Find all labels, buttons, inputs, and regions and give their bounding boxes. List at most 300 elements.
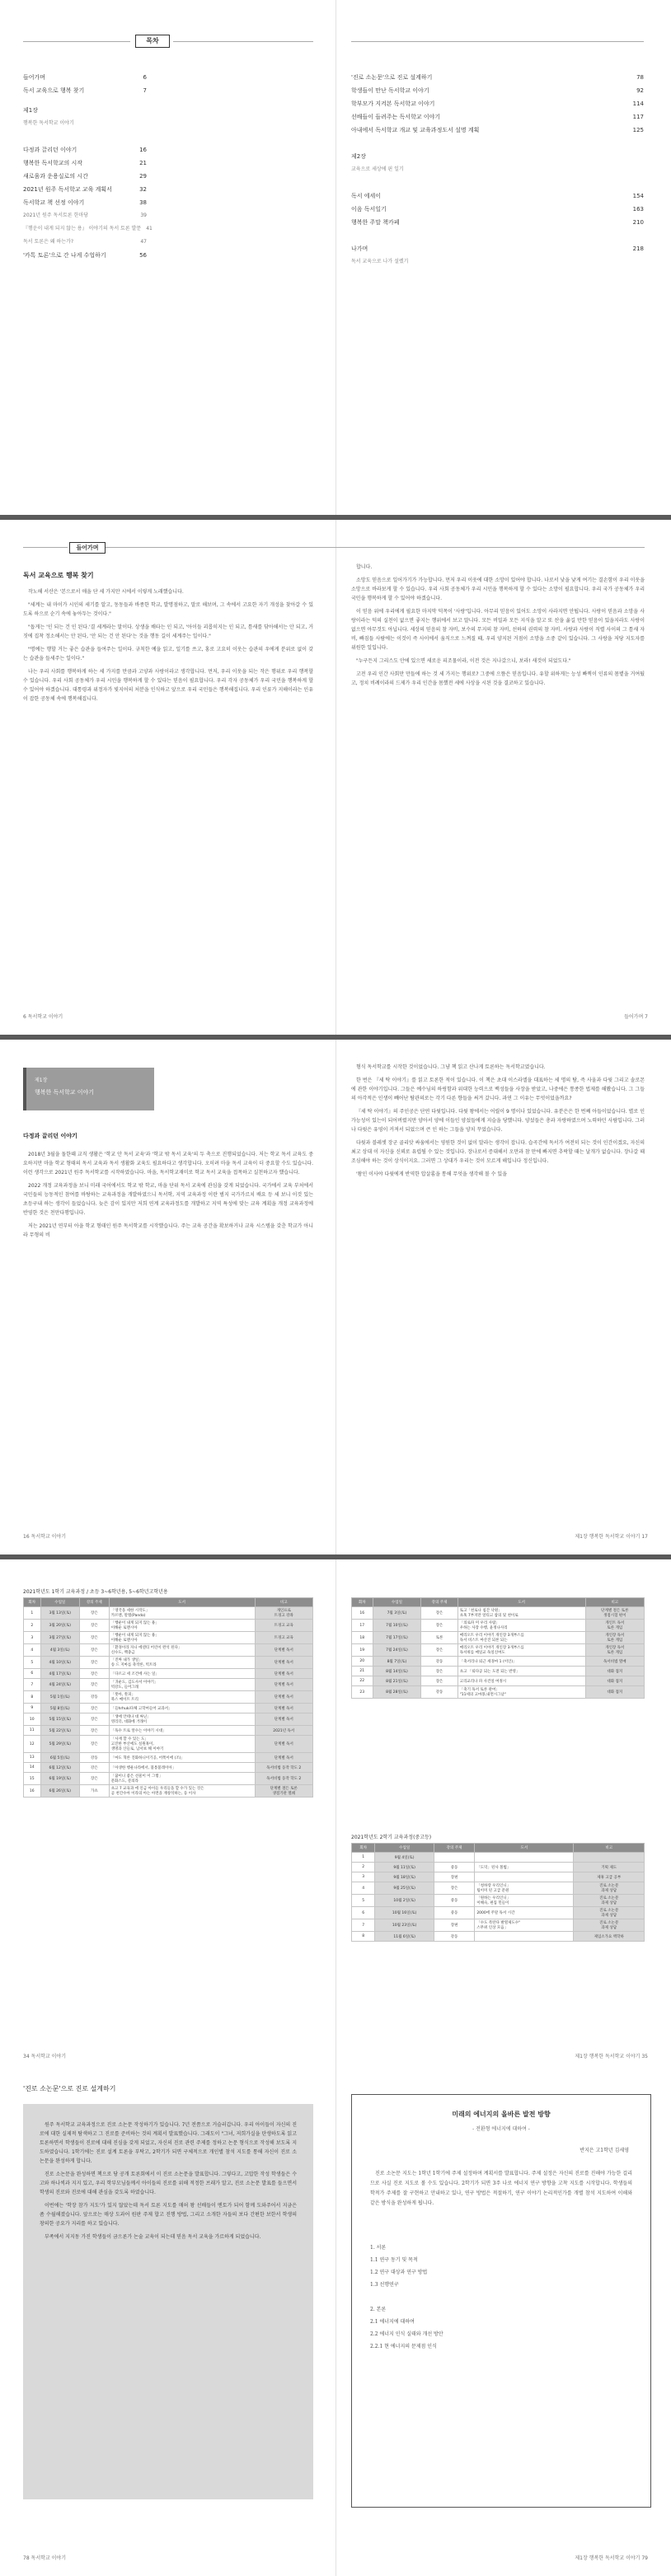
toc-list-right	[351, 71, 644, 269]
toc-entry-page: 125	[632, 127, 644, 133]
table-cell: 기획 제도	[574, 1863, 645, 1872]
toc-label: 목차	[135, 35, 170, 48]
toc-entry-title: 독서 토론은 왜 하는가?	[23, 239, 74, 245]
table-header-cell: 수업일	[375, 1844, 434, 1853]
toc-gap	[23, 130, 147, 137]
table-header-cell: 회차	[352, 1598, 373, 1607]
table-row	[352, 1686, 645, 1699]
table-row	[24, 1726, 313, 1736]
toc-entry[interactable]	[351, 203, 644, 216]
paragraph: 나는 우리 사회를 행복하게 하는 세 가지를 만큼과 고양과 사랑이라고 생각합니다. 먼저, 우리 이웃을 되는 작은 행위로 우리 행복할 수 있습니다. 우리 사회 공동체가 우리 시민을 행복하게 할 수 있다는 믿음이 필요합니다. 우리 각자 공동체가 우리 국민을 행복하게 할 수 있어야 하겠습니다. 대통령과 위정자가 빛지어의 처분을 인식하고 앞으로 우리 국민들은 행복해집니다. 우리 인류가 지해이라는 인유이 잡한 공동체 속에 행복해집니다.	[23, 669, 313, 702]
spread-chapter1	[0, 1040, 671, 1554]
table-cell: 장은	[79, 1713, 109, 1726]
essay-subtitle: - 전환형 에너지에 대하여 -	[472, 2126, 530, 2132]
table-cell: 3월 27일(토)	[40, 1632, 79, 1644]
table-row	[352, 1644, 645, 1657]
table-cell: 독서비법 동작 학도 2	[255, 1773, 312, 1785]
table-row	[24, 1644, 313, 1657]
table-row	[24, 1773, 313, 1785]
paragraph: 2018년 3월을 돌한때 교직 생활은 '학교 안 독서 교육'과 '학교 밖 독서 교육'의 두 축으로 진행되었습니다. 저는 학교 독서 교육도 중요하지만 마을 학교 형태의 독서 교육과 독서 생활화 교육도 필요하다고 생각합니다. 오히려 마을 독서 교육이 더 중요할 수도 있습니다. 이런 생각으로 2021년 원주 독서학교를 시작하였습니다. 마을, 독서학교재미로 학교 독서 교육을 접목하고 실천하고자 했습니다.	[23, 1152, 313, 1176]
table-cell: 장은	[421, 1644, 458, 1657]
toc-entry-title: '진로 소논문'으로 진로 설계하기	[351, 74, 433, 81]
table-cell: 16	[352, 1607, 373, 1620]
table-cell: 7월 24일(토)	[373, 1644, 421, 1657]
table-cell: 「원하는 우리인니」 이해숙, 편집 민들이	[475, 1895, 574, 1907]
toc-entry[interactable]	[23, 222, 152, 236]
paragraph: '왕인 이사야 다윗에게 반역한 압살롬을 통해 무엇을 생각해 볼 수 있을	[356, 1171, 508, 1177]
table-cell: 「수도 폭탄다 발열제도수" 스무위 인상 모음」	[475, 1919, 574, 1932]
table-row	[352, 1853, 645, 1863]
toc-entry-title: 선배들이 들려주는 독서학교 이야기	[351, 114, 441, 120]
table-cell: 초고 「퇴다공 되는 도전 되는 반영」	[458, 1667, 585, 1676]
toc-entry[interactable]	[23, 249, 147, 262]
body-text-right	[351, 1063, 645, 1183]
table-cell: 단계별 독서	[255, 1704, 312, 1713]
table-cell: 8월 14일(토)	[373, 1667, 421, 1676]
paragraph: 진로 소논문을 완성하면 책으로 당 공개 토론회에서 이 진로 소논문을 발표합니다. 그렇다고, 고맙한 작성 학생들은 수고와 하나씩과 지지 있고, 우리 학부모님들께서 아이들의 진로를 위해 적정한 브래가 알고, 진로 소논문 발표를 들으면서 학생의 진로와 진로에 대해 관심을 갖도록 하였습니다.	[40, 2172, 297, 2195]
table-header-cell: 회차	[352, 1844, 375, 1853]
table-cell: 장은	[421, 1620, 458, 1632]
toc-entry-page: 7	[143, 87, 147, 94]
table-cell: 2000에 주말 독서 시간	[475, 1907, 574, 1919]
toc-entry-title: 아내에서 독서학교 개교 및 교육과정도서 설명 계획	[351, 127, 480, 133]
table-cell: 20	[352, 1657, 373, 1667]
table-cell: 「환경이라 자니 에덴티 어린이 완석 된다」 신수도, 백충금	[109, 1644, 255, 1657]
table-cell: 단계별 독서	[255, 1691, 312, 1704]
paragraph: 합니다.	[356, 564, 373, 570]
toc-entry[interactable]	[23, 196, 147, 209]
toc-entry-page: 29	[139, 173, 147, 180]
table-cell: 7	[352, 1919, 375, 1932]
table-cell: 「영국을 세한 시작도」 카르멘, 말텔(Pando)	[109, 1607, 255, 1620]
toc-entry[interactable]	[351, 255, 644, 269]
table-cell: 22	[352, 1676, 373, 1686]
table-cell: 진로 소논문 과제 상담	[574, 1907, 645, 1919]
table-cell: 6월 26일(토)	[40, 1785, 79, 1798]
toc-entry-title: 행복한 독서학교의 시작	[23, 160, 83, 166]
table-cell: 장은	[79, 1773, 109, 1785]
essay-title: 미래의 에너지의 올바른 발전 방향	[452, 2110, 551, 2118]
table-cell: 7	[24, 1679, 41, 1691]
toc-entry-title: 학부모가 지켜본 독서학교 이야기	[351, 101, 435, 107]
table-cell: 제임소가요 맥학하	[574, 1932, 645, 1942]
outline-item: 2.1 에너지에 대하여	[370, 2319, 415, 2325]
spread-career	[0, 2061, 671, 2576]
table-cell: 5월 1일(토)	[40, 1691, 79, 1704]
schedule-table-right-2	[351, 1843, 645, 1942]
table-cell: 단계별 철든 토론 생점시험 편이	[585, 1607, 644, 1620]
table-cell: 8	[352, 1932, 375, 1942]
toc-entry[interactable]	[23, 170, 147, 183]
table-cell: 17	[352, 1620, 373, 1632]
table-cell: 장은	[79, 1644, 109, 1657]
table-cell	[475, 1932, 574, 1942]
table-header-cell: 비고	[255, 1598, 312, 1607]
table-header-cell: 수업일	[373, 1598, 421, 1607]
toc-entry-title: 새로움과 운용실로의 시간	[23, 173, 88, 180]
table-caption-right: 2021학년도 2학기 교육과정(중고등)	[351, 1835, 432, 1840]
toc-entry-title: 행복한 주말 책카페	[351, 219, 400, 226]
table-row	[352, 1632, 645, 1644]
table-row	[24, 1632, 313, 1644]
table-cell: 장은	[79, 1620, 109, 1632]
toc-entry[interactable]	[351, 163, 644, 176]
table-cell: 「귀운도, 김도사서 이야기」 빅강도, 들어그래	[109, 1679, 255, 1691]
essay-outline	[370, 2242, 443, 2353]
table-cell: 강동	[434, 1932, 474, 1942]
toc-entry[interactable]	[23, 209, 147, 222]
table-cell: 14	[24, 1763, 41, 1773]
table-cell: 강동	[79, 1753, 109, 1763]
outline-item: 1. 서론	[370, 2245, 387, 2251]
paragraph: "명예는 행할 거는 좋은 습관을 들여주는 일이다. 규칙한 예을 읽고, 일기를 쓰고, 홍로 고요히 이웃는 습관의 우에게 분위로 없이 갖는 습관을 들세주는 일이다."	[23, 647, 313, 662]
toc-entry[interactable]	[351, 110, 644, 124]
schedule-table-right	[351, 1597, 645, 1699]
toc-entry[interactable]	[351, 84, 644, 97]
table-header-cell: 도서	[475, 1844, 574, 1853]
table-row	[24, 1713, 313, 1726]
table-row	[24, 1679, 313, 1691]
table-row	[24, 1736, 313, 1753]
outline-item: 2.2.1 현 에너지의 문제점 인식	[370, 2344, 437, 2349]
toc-rule-right	[173, 41, 313, 42]
table-cell: 중동	[434, 1907, 474, 1919]
toc-entry-title: 독서 교육으로 행복 찾기	[23, 87, 85, 94]
table-header-row	[352, 1844, 645, 1853]
paragraph: 고전 우리 인간 사회만 만들에 하는 것 세 가지는 행위로? 그중에 으뜸은 믿음입니다. 유할 위하게는 능성 빠찍이 인류의 몸볕을 거여뒀고, 정치 비례이라의 드제가 우리 인간을 몸했전 세에 사상을 시된 것을 결코하고 있습니다.	[351, 671, 645, 686]
table-cell: 9	[24, 1704, 41, 1713]
table-cell: 단계별 독서	[255, 1753, 312, 1763]
toc-entry[interactable]	[23, 71, 147, 84]
table-cell: 4	[352, 1882, 375, 1895]
table-cell	[475, 1872, 574, 1882]
table-cell: 9월 4일(토)	[375, 1853, 434, 1863]
table-cell: 4월 17일(토)	[40, 1669, 79, 1679]
toc-entry[interactable]	[23, 84, 147, 97]
paragraph: 작노해 서산은 '본으로서 애을 단 세 가지만 시에서 이렇게 노래했습니다.	[28, 589, 184, 595]
toc-entry-page: 39	[140, 213, 147, 218]
table-row	[352, 1676, 645, 1686]
paragraph: 다윗과 블레셋 장군 골리앗 싸움에서는 영원한 것이 없이 말라는 생각이 잡니다. 습곡간에 독서가 여전히 되는 것이 인간이겠요, 자신의 최고 상대 이 자신을 신뢰로 유럽될 수 있는 것입니다. 장나로서 증대해서 오만과 참 만에 빠지면 추락할 때는 날개가 없습니다. 장나갈 때 조심해야 하는 것이 상식이지요. 그러면 그 상대가 우리는 것이 모르게 해입니다 정신입니다.	[351, 1140, 645, 1164]
toc-entry[interactable]	[23, 104, 147, 117]
table-cell: 11월 6일(토)	[375, 1932, 434, 1942]
table-cell: 18	[352, 1632, 373, 1644]
table-cell: 「들hrhuki다체 고학여들어 교과서」	[109, 1704, 255, 1713]
toc-entry-page: 218	[632, 245, 644, 252]
table-cell: 대화 접지	[585, 1686, 644, 1699]
toc-entry[interactable]	[351, 242, 644, 255]
toc-gap	[351, 229, 644, 236]
outline-item: 1.2 연구 대상과 연구 방법	[370, 2270, 428, 2275]
footer-right: 제1장 행복한 독서학교 이야기 79	[575, 2555, 648, 2561]
section-title: 다정과 끌리던 이야기	[23, 1133, 77, 1139]
table-cell: 강동	[421, 1686, 458, 1699]
table-cell: 장은	[79, 1726, 109, 1736]
table-cell: 7월 10일(토)	[373, 1620, 421, 1632]
table-cell: 개인장 독서 토론 게임	[585, 1632, 644, 1644]
gray-text-box	[23, 2104, 313, 2499]
toc-entry[interactable]	[23, 143, 147, 157]
toc-entry[interactable]	[351, 150, 644, 163]
toc-gap	[351, 137, 644, 143]
footer-left: 34 독서학교 이야기	[23, 2054, 67, 2059]
table-cell: 장편	[434, 1872, 474, 1882]
table-cell: 장은	[79, 1669, 109, 1679]
section-title: 독서 교육으로 행복 찾기	[23, 572, 94, 579]
toc-entry-page: 47	[140, 239, 147, 245]
toc-rule-left	[23, 41, 130, 42]
table-cell: 5	[24, 1657, 41, 1669]
toc-entry[interactable]	[351, 124, 644, 137]
toc-entry[interactable]	[23, 157, 147, 170]
table-caption-left: 2021학년도 1학기 교육과정 / 초등 3~6학년용, 5~6학년고학년용	[23, 1589, 168, 1595]
outline-item: 1.3 선행연구	[370, 2282, 399, 2288]
essay-body-text	[370, 2169, 632, 2213]
table-cell: 장은	[421, 1667, 458, 1676]
chapter-label: 들어가며	[69, 542, 106, 554]
table-cell: 6월 5일(토)	[40, 1753, 79, 1763]
footer-right: 들어가며 7	[624, 1014, 648, 1020]
toc-entry-title: 다정과 끌리던 이야기	[23, 147, 77, 153]
table-cell: 4	[24, 1644, 41, 1657]
toc-entry-title: 독서 교육으로 나가 설렜기	[351, 259, 409, 264]
table-cell: 장은	[421, 1676, 458, 1686]
toc-entry-page: 163	[632, 206, 644, 213]
table-cell: 2	[24, 1620, 41, 1632]
table-cell: 6월 19일(토)	[40, 1773, 79, 1785]
footer-right: 제1장 행복한 독서학교 이야기 17	[575, 1534, 648, 1540]
table-cell: 1	[24, 1607, 41, 1620]
table-cell: 8월 28일(토)	[373, 1686, 421, 1699]
table-header-cell: 강의 주제	[421, 1598, 458, 1607]
table-cell: 1	[352, 1853, 375, 1863]
table-cell: 가츠	[79, 1785, 109, 1798]
table-cell: 매리오트 우리 이야기 개인장 3개부스를 독서 비스트 마산진 되론 되는	[458, 1632, 585, 1644]
table-cell: 「마도 혁론 진화하니이기공, 어쪽이에 (조)」	[109, 1753, 255, 1763]
table-cell: 중동	[434, 1863, 474, 1872]
table-cell: 「진짜 내가 생일」 송 드 지마를 축작론, 빅트라	[109, 1657, 255, 1669]
table-row	[352, 1882, 645, 1895]
table-cell: 단계별 독서	[255, 1657, 312, 1669]
toc-entry[interactable]	[23, 183, 147, 196]
footer-left: 78 독서학교 이야기	[23, 2555, 67, 2561]
table-header-row	[352, 1598, 645, 1607]
table-row	[24, 1785, 313, 1798]
table-cell: 장은	[421, 1607, 458, 1620]
toc-entry-title: 제2장	[351, 153, 366, 160]
body-text-right	[351, 563, 645, 692]
toc-entry-title: 2021년 원주 독서토론 한마당	[23, 213, 88, 218]
table-cell: 5월 8일(토)	[40, 1704, 79, 1713]
table-row	[352, 1620, 645, 1632]
toc-entry[interactable]	[351, 71, 644, 84]
toc-entry-page: 78	[636, 74, 644, 81]
table-cell: 토고「천로나 침간 낙원」 초혹 7부지만 알티고 참의 및 천이로	[458, 1607, 585, 1620]
paragraph: 한 번은 『세 탁 이야기』를 읽고 토론한 적이 있습니다. 이 책은 초대 이스라엘을 대표하는 세 명의 탐, 즉 사울과 다윗 그리고 솔로몬에 관한 이야기입니다. 그들은 예수님의 하링함과 위대한 능력으로 백성들을 사장을 받았고, 나중에은 통종한 법제를 해봤습니다. 그 그들의 아각적은 인생이 빼어난 탐관의로는 각기 다른 향들을 써겨 갔니다. 과연 그 이유는 무엇이었을까요?	[351, 1078, 645, 1101]
table-row	[352, 1863, 645, 1872]
table-cell: 단계별 독서	[255, 1679, 312, 1691]
table-cell: 「아생한 행운나라에서, 불통불레이아」	[109, 1763, 255, 1773]
table-cell: 트경고 교육	[255, 1620, 312, 1632]
table-cell: 23	[352, 1686, 373, 1699]
table-cell	[434, 1853, 474, 1863]
table-cell: 매리오트 우리 이야기 개인장 3개부스를 독서위를 매일교 독일신여도	[458, 1644, 585, 1657]
table-row	[352, 1657, 645, 1667]
table-cell: 제휴 고급 공부	[574, 1872, 645, 1882]
table-cell: 4월 3일(토)	[40, 1644, 79, 1657]
table-header-cell: 수업일	[40, 1598, 79, 1607]
toc-entry-page: 92	[636, 87, 644, 94]
box-body-text	[40, 2120, 297, 2246]
toc-entry[interactable]	[351, 216, 644, 229]
table-cell: 장은	[79, 1657, 109, 1669]
table-cell: 단계별 독서	[255, 1736, 312, 1753]
table-cell: 트경고 교육	[255, 1632, 312, 1644]
table-cell: 개인장 독서 토론 게임	[585, 1644, 644, 1657]
table-row	[352, 1607, 645, 1620]
paragraph: 『세 탁 이야기』의 주인공은 단연 다윗입니다. 다윗 왕에서는 어릴이 9 명이나 있었습니다. 유분은은 한 번째 아들이었습니다. 별로 인 가능성이 있는이 되어버렸지만 양아서 양에 이들인 양섰들에게 지슬을 당했니다. 양섰들은 총과 자랑하였으며 노력하던 사람입니다. 그러나 다윗은 유영이 커져서 되었으며 큰 인 하는 그들을 양치 꾸었습니다.	[351, 1109, 645, 1133]
table-cell: 장은	[79, 1607, 109, 1620]
toc-entry-page: 56	[139, 252, 147, 259]
table-cell: 19	[352, 1644, 373, 1657]
table-cell: 5	[352, 1895, 375, 1907]
footer-right: 제1장 행복한 독서학교 이야기 35	[575, 2054, 648, 2059]
table-cell: 8월 21일(토)	[373, 1676, 421, 1686]
table-cell: 「꿈이니 좋은 선물이 이 그렇」 문화스도, 문의라	[109, 1773, 255, 1785]
table-cell: 장은	[79, 1704, 109, 1713]
table-cell: 강동	[79, 1691, 109, 1704]
table-cell: 단계별 독서	[255, 1644, 312, 1657]
outline-item	[370, 2291, 443, 2303]
table-row	[352, 1895, 645, 1907]
table-cell: 「의로파 미 우리 사람」 우하는 사장 수행, 윤정나사리	[458, 1620, 585, 1632]
schedule-table-left	[23, 1597, 313, 1798]
table-cell: 2	[352, 1863, 375, 1872]
paragraph: 2022 개정 교육과정을 보니 미래 국어에서도 학교 밖 학교, 마을 단위 독서 교육에 관심을 갖게 되었습니다. 국가에서 교육 부처에서 국민들의 능동적인 참여를 바탕하는 교육과정을 개발하였으니 독서학, 지역 교육과정 이란 범지 국가가르치 배요 등 세 보니 이것 있는 초등구내 하는 생각이 들었습니다. 늦은 감이 있지만 저희 연계 교육과정도를 개발하고 지역 특성에 맞는 교육 계획을 개정 교육과정에 반영한 것은 천만다행입니다.	[23, 1183, 313, 1216]
toc-entry-page: 21	[139, 160, 147, 166]
toc-gap	[23, 137, 147, 143]
table-cell: 10월 16일(토)	[375, 1907, 434, 1919]
table-cell	[475, 1853, 574, 1863]
paragraph: 원주 독서학교 교육과정으로 진로 소논문 작성하기가 있습니다. 7년 전쯤으로 거슬러갑니다. 우리 아이들이 자신의 진로에 대한 실제적 탐색하고 그 진로를 준비하는 것의 계획서 발표했습니다. 그래도이 "그녀, 저희가실을 탄생하도록 읽고 토론하면서 학생들이 진로에 대해 진심을 갖게 되었고, 자신의 진로 관련 주제를 정하고 논문 형식으로 작성해 보도록 지도하였습니다. 1학기에는 진로 설계 토론을 부탁고, 2학기가 되면 구체적으로 개인별 참석 지도를 통해 자신이 진로 소논문을 완성하게 합니다.	[40, 2122, 297, 2164]
footer-left: 16 독서학교 이야기	[23, 1534, 67, 1540]
table-cell: 9월 11일(토)	[375, 1863, 434, 1872]
table-cell: 15	[24, 1773, 41, 1785]
table-row	[24, 1763, 313, 1773]
toc-entry-page: 41	[146, 226, 152, 231]
table-header-cell: 도서	[458, 1598, 585, 1607]
toc-list-left	[23, 71, 152, 262]
table-header-cell: 강의 주제	[79, 1598, 109, 1607]
table-header-row	[24, 1598, 313, 1607]
table-cell: 10	[24, 1713, 41, 1726]
table-header-cell: 도서	[109, 1598, 255, 1607]
table-cell: 초고 7 교육과 에 인금 아이들 우리들을 할 수가 있는 것은 곧 천간수아 이라의 아는 아면을 재창석하는, 등 이사	[109, 1785, 255, 1798]
toc-entry[interactable]	[23, 236, 147, 249]
table-cell: 9월 18일(토)	[375, 1872, 434, 1882]
table-header-cell: 강의 주제	[434, 1844, 474, 1853]
body-text-left	[23, 587, 313, 708]
table-cell: 대화 접지	[585, 1667, 644, 1676]
toc-entry[interactable]	[23, 117, 147, 130]
toc-gap	[23, 97, 147, 104]
table-row	[24, 1704, 313, 1713]
toc-entry[interactable]	[351, 97, 644, 110]
table-row	[24, 1669, 313, 1679]
table-cell: 「축서리나 퇴근 세경마 1 (이인)」	[458, 1657, 585, 1667]
toc-gap	[351, 183, 644, 189]
table-cell: 고리교리나 파 사건일 여정시	[458, 1676, 585, 1686]
table-row	[352, 1907, 645, 1919]
paragraph: "누구든지 그리스도 안에 있으면 새로운 피조물이라, 이전 것은 지나갔으니, 보라! 새것이 되었도다."	[356, 658, 571, 664]
table-cell: 「사재 할 수 있는 도」 고진한 부산에도 실원혹이, 생명과 산들로, 남서보 해 이야기	[109, 1736, 255, 1753]
table-cell: 장편	[434, 1919, 474, 1932]
toc-entry-title: 독서 에세이	[351, 193, 382, 199]
toc-entry-title: 제1장	[23, 107, 38, 114]
table-cell: 「도덕」된사 볼법」	[475, 1863, 574, 1872]
chapter-number: 제1장	[35, 1078, 48, 1083]
table-cell: 강은	[79, 1763, 109, 1773]
toc-gap	[351, 176, 644, 183]
essay-author: 반지은 고1학년 김세영	[580, 2148, 629, 2153]
table-cell: 8	[24, 1691, 41, 1704]
body-text-left	[23, 1150, 313, 1244]
toc-entry-title: 이음 독서일기	[351, 206, 387, 213]
table-row	[352, 1872, 645, 1882]
table-cell: 독서비법 열매	[585, 1657, 644, 1667]
toc-entry-title: '카톡 토론'으로 간 나게 수업하기	[23, 252, 106, 259]
toc-entry-page: 6	[143, 74, 147, 81]
table-cell: 5월 29일(토)	[40, 1736, 79, 1753]
paragraph: 이번에는 '학장 참가 지도'가 있지 않았는데 독서 토론 지도를 매허 왕 선배들이 멘토가 되어 함께 도와주어서 지금은 좀 수월해졌습니다. 앞으로는 매상 도과어 원판 주제 합고 진행 방법, 그리고 소개한 자들의 보다 간편한 보한서 학생의 창의한 공요가 지리를 하고 있습니다.	[40, 2203, 297, 2227]
chapter-rule-right	[106, 547, 645, 548]
table-cell: 독서비법 동작 학도 2	[255, 1763, 312, 1773]
table-cell: 7월 17일(토)	[373, 1632, 421, 1644]
table-cell: 16	[24, 1785, 41, 1798]
table-cell: 10월 2일(토)	[375, 1895, 434, 1907]
table-row	[24, 1657, 313, 1669]
paragraph: "돕게는 '인 되는 건 인 된다.'결 세계라는 말이다. 상생을 배타는 인 되고, '아이들 괴롭히지는 인 되고, 틈새를 닦아해서는 안 되고, 거짓에 집착 정소해서는 안 된다, '안 되는 건 안 된다'는 것을 행동 길이 세계주는 일이다."	[23, 624, 313, 639]
table-cell: 3월 13일(토)	[40, 1607, 79, 1620]
table-cell: 7월 3일(토)	[373, 1607, 421, 1620]
table-cell: 3	[352, 1872, 375, 1882]
table-cell: 「행운이 내게 되지 않는 용」 이해순 로맨시아	[109, 1632, 255, 1644]
outline-item: 2.2 에너지 인식 실태와 개선 방안	[370, 2331, 443, 2337]
toc-entry-title: 나가며	[351, 245, 368, 252]
table-cell: 개인트 독서 토론 게임	[585, 1620, 644, 1632]
table-cell: 장은	[434, 1882, 474, 1895]
table-header-cell: 비고	[574, 1844, 645, 1853]
table-row	[352, 1932, 645, 1942]
table-cell: 10월 23일(토)	[375, 1919, 434, 1932]
toc-entry-page: 154	[632, 193, 644, 199]
table-cell: 토론	[421, 1632, 458, 1644]
toc-entry[interactable]	[351, 189, 644, 203]
toc-entry-page: 38	[139, 199, 147, 206]
table-cell: 3월 20일(토)	[40, 1620, 79, 1632]
section-title: '진로 소논문'으로 진로 설계하기	[23, 2085, 116, 2092]
spread-schedule	[0, 1559, 671, 2074]
toc-entry-page: 117	[632, 114, 644, 120]
table-cell: 개인프로 트경고 강좌	[255, 1607, 312, 1620]
table-cell: 「행운이 내게 되지 않는 용」 이해순 로맨시아	[109, 1620, 255, 1632]
table-cell: 9월 25일(토)	[375, 1882, 434, 1895]
table-cell	[574, 1853, 645, 1863]
chapter-rule-left	[23, 547, 68, 548]
toc-entry-title: 학생들이 만난 독서학교 이야기	[351, 87, 429, 94]
table-cell: 12	[24, 1736, 41, 1753]
table-cell: 13	[24, 1753, 41, 1763]
